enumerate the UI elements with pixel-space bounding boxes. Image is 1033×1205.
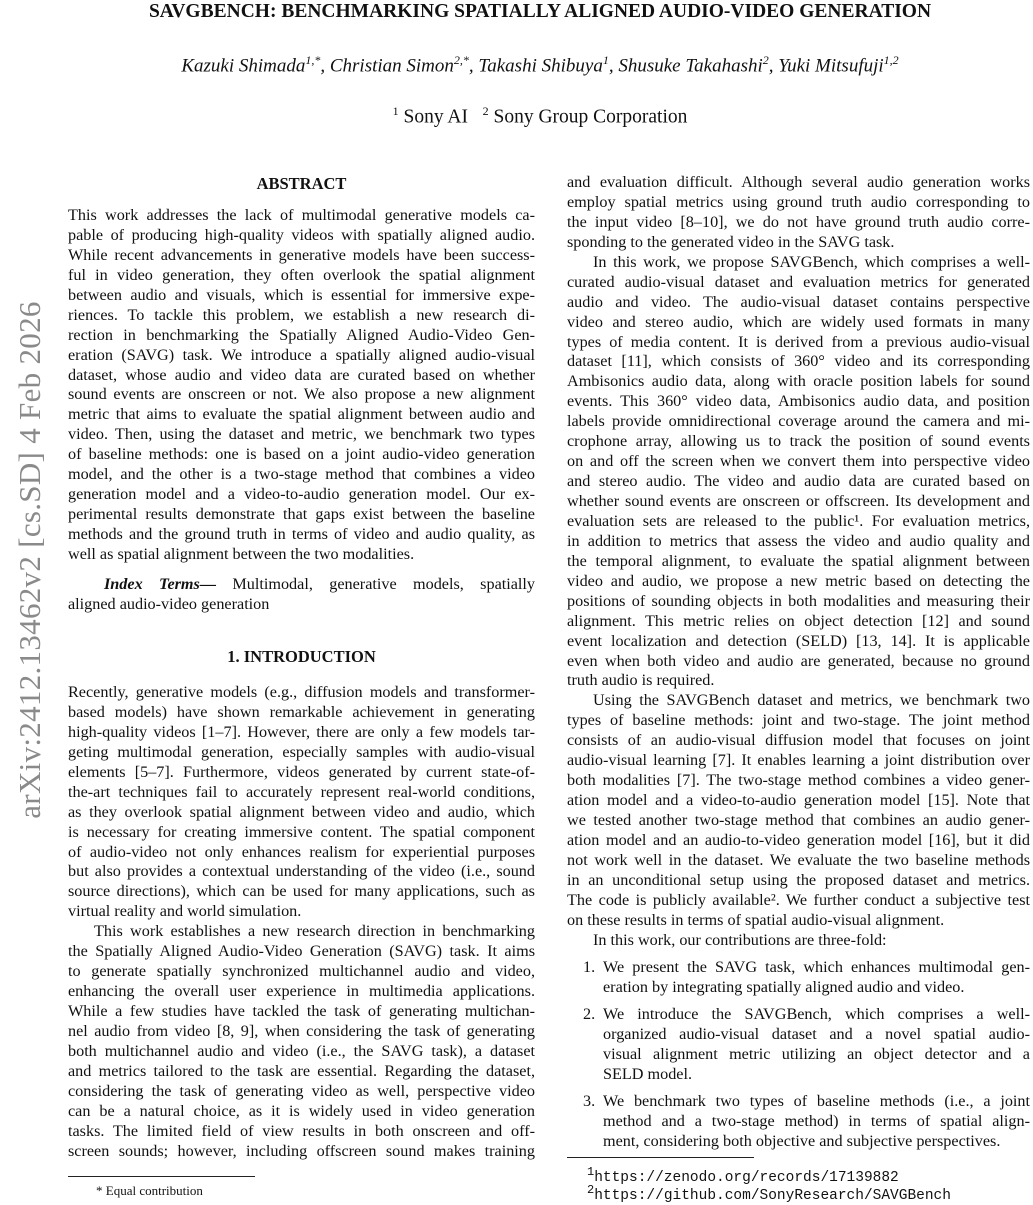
- paragraph-line: screen sounds; however, including offscreen sound makes training: [68, 1141, 535, 1160]
- abstract-line: well as spatial alignment between the two modalities.: [68, 544, 415, 563]
- paragraph-line: nel audio from video [8, 9], when considering the task of generating: [68, 1021, 535, 1040]
- author-affiliation-mark: 1,2: [883, 53, 899, 67]
- paragraph-line: we tested another two-stage method that combines an audio gener-: [567, 811, 1030, 829]
- contribution-item: [583, 1091, 1030, 1152]
- index-terms-text: Multimodal, generative models, spatially: [232, 575, 536, 593]
- paragraph-line: but also provides a contextual understanding of the video (i.e., sound: [68, 862, 535, 881]
- paragraph-line: on and off the screen when we convert them into perspective video: [567, 452, 1030, 471]
- abstract-heading: ABSTRACT: [256, 174, 347, 193]
- contribution-line: SELD model.: [603, 1064, 693, 1083]
- paragraph-line: elements [5–7]. Furthermore, videos generated by current state-of-: [68, 762, 535, 781]
- list-number: 1.: [583, 958, 596, 976]
- author-name: Shusuke Takahashi: [618, 55, 763, 77]
- abstract-line: pable of producing high-quality videos with spatially aligned audio.: [68, 225, 535, 244]
- paragraph-line: The code is publicly available². We further conduct a subjective test: [567, 890, 1030, 909]
- author-list: Kazuki Shimada$^{1,*}$, Christian Simon$^{2,*}$, Takashi Shibuya$^1$, Shusuke Takahashi$^2$, Yuki Mitsufuji$^{1,2}$: [181, 53, 899, 77]
- paragraph-line: whether sound events are onscreen or offscreen. Its development and: [567, 492, 1030, 510]
- paragraph-line: and metrics tailored to the task are essential. Regarding the dataset,: [68, 1061, 535, 1080]
- paragraph-line: dataset [11], which consists of 360° video and its corresponding: [567, 352, 1030, 371]
- paragraph-line: geting multimodal generation, especially samples with audio-visual: [68, 742, 535, 761]
- paragraph-line: of audio-video not only enhances realism for experiential purposes: [68, 842, 535, 861]
- zenodo-link[interactable]: https://zenodo.org/records/17139882: [594, 1169, 899, 1186]
- contribution-line: organized audio-visual dataset and a novel spatial audio-: [603, 1024, 1030, 1043]
- paragraph-line: the-art techniques fail to accurately represent real-world conditions,: [68, 782, 535, 801]
- affiliation-mark: 1: [392, 104, 399, 118]
- contribution-line: ment, considering both objective and subjective perspectives.: [603, 1131, 1001, 1150]
- footnote-1: $^1$https://zenodo.org/records/17139882: [587, 1165, 899, 1186]
- paragraph-line: events. This 360° video data, Ambisonics audio data, and position: [567, 392, 1030, 411]
- paragraph-line: can be a natural choice, as it is widely used in video generation: [68, 1101, 535, 1120]
- contribution-line: method and a two-stage method) in terms of spatial align-: [603, 1111, 1030, 1130]
- paragraph-line: alignment. This metric relies on object detection [12] and sound: [567, 611, 1030, 630]
- arxiv-identifier: arXiv:2412.13462v2 [cs.SD] 4 Feb 2026: [12, 301, 47, 819]
- contribution-line: visual alignment metric utilizing an object detector and a: [603, 1044, 1030, 1063]
- footnote-rule: [567, 1157, 754, 1158]
- paragraph-line: high-quality videos [1–7]. However, there are only a few models tar-: [68, 722, 535, 741]
- abstract-line: video. Then, using the dataset and metric, we benchmark two types: [68, 425, 535, 444]
- paragraph-line: crophone array, allowing us to track the position of sound events: [567, 432, 1030, 451]
- paragraph-line: ation model and a video-to-audio generation model [15]. Note that: [567, 791, 1030, 810]
- paragraph-line: both modalities [7]. The two-stage method combines a video gener-: [567, 771, 1030, 790]
- index-terms-text-continued: aligned audio-video generation: [68, 594, 270, 613]
- introduction-heading: 1. INTRODUCTION: [227, 647, 376, 666]
- abstract-line: between audio and visuals, which is essential for immersive expe-: [68, 285, 535, 304]
- paragraph-line: In this work, we propose SAVGBench, which comprises a well-: [593, 252, 1030, 271]
- paragraph-line: as they overlook spatial alignment between video and audio, which: [68, 802, 535, 821]
- footnote-equal-contribution: * Equal contribution: [96, 1183, 203, 1198]
- paragraph-line: employ spatial metrics using ground truth audio corresponding to: [567, 192, 1030, 211]
- paragraph-line: labels provide omnidirectional coverage around the camera and mi-: [567, 412, 1030, 431]
- index-terms-label: Index Terms—: [104, 575, 217, 593]
- paragraph-line: Using the SAVGBench dataset and metrics, we benchmark two: [593, 691, 1030, 710]
- paragraph-line: based models) have shown remarkable achievement in generating: [68, 702, 535, 721]
- affiliations: [60, 98, 1020, 131]
- github-link[interactable]: https://github.com/SonyResearch/SAVGBench: [594, 1187, 951, 1204]
- abstract-line: ful in video generation, they often overlook the spatial alignment: [68, 265, 535, 284]
- paragraph-line: sponding to the generated video in the SAVG task.: [567, 232, 895, 251]
- abstract-line: This work addresses the lack of multimodal generative models ca-: [68, 206, 535, 224]
- author-affiliation-mark: 1: [602, 53, 609, 67]
- abstract-line: riences. To tackle this problem, we establish a new research di-: [68, 305, 535, 324]
- author-name: Yuki Mitsufuji: [778, 55, 884, 77]
- paragraph-line: Ambisonics audio data, along with oracle position labels for sound: [567, 372, 1030, 391]
- contribution-line: We introduce the SAVGBench, which comprises a well-: [603, 1004, 1030, 1023]
- author-name: Christian Simon: [329, 55, 454, 77]
- paragraph-line: considering the task of generating video as well, perspective video: [68, 1081, 535, 1100]
- abstract-line: methods and the ground truth in terms of video and audio quality, as: [68, 525, 535, 543]
- paragraph-line: both multichannel audio and video (i.e., the SAVG task), a dataset: [68, 1041, 535, 1060]
- abstract-line: sound events are onscreen or not. We also propose a new alignment: [68, 385, 535, 404]
- paragraph-line: audio and video. The audio-visual dataset contains perspective: [567, 292, 1030, 311]
- paragraph-line: positions of sounding objects in both modalities and measuring their: [567, 591, 1030, 610]
- author-affiliation-mark: 2,*: [453, 53, 469, 67]
- paragraph-line: and evaluation difficult. Although several audio generation works: [567, 173, 1030, 191]
- paragraph-line: not work well in the dataset. We evaluate the two baseline methods: [567, 850, 1030, 869]
- paragraph-line: the temporal alignment, to evaluate the spatial alignment between: [567, 551, 1030, 570]
- author-name: Takashi Shibuya: [478, 55, 603, 77]
- paragraph-line: on these results in terms of spatial audio-visual alignment.: [567, 910, 945, 929]
- list-number: 2.: [583, 1004, 596, 1023]
- contribution-line: We present the SAVG task, which enhances multimodal gen-: [603, 958, 1030, 976]
- abstract-line: While recent advancements in generative models have been success-: [68, 245, 535, 264]
- abstract-line: eration (SAVG) task. We introduce a spatially aligned audio-visual: [68, 345, 535, 364]
- paragraph-line: This work establishes a new research direction in benchmarking: [94, 922, 535, 941]
- paragraph-line: and stereo audio. The video and audio data are curated based on: [567, 472, 1030, 491]
- paragraph-line: audio-visual learning [7]. It enables learning a joint distribution over: [567, 751, 1030, 770]
- paragraph-line: types of media content. It is derived from a previous audio-visual: [567, 332, 1030, 351]
- footnote-rule: [68, 1176, 255, 1177]
- paragraph-line: event localization and detection (SELD) [13, 14]. It is applicable: [567, 631, 1030, 650]
- author-affiliation-mark: 1,*: [305, 53, 321, 67]
- paragraph-line: is necessary for creating immersive content. The spatial component: [68, 822, 535, 841]
- abstract-line: perimental results demonstrate that gaps exist between the baseline: [68, 505, 535, 524]
- abstract-line: of baseline methods: one is based on a joint audio-video generation: [68, 445, 535, 464]
- paragraph-line: the Spatially Aligned Audio-Video Generation (SAVG) task. It aims: [68, 942, 535, 961]
- paragraph-line: virtual reality and world simulation.: [68, 902, 302, 921]
- paragraph-line: Recently, generative models (e.g., diffusion models and transformer-: [68, 683, 535, 701]
- paragraph-line: the input video [8–10], we do not have ground truth audio corre-: [567, 212, 1030, 231]
- abstract-line: generation model and a video-to-audio generation model. Our ex-: [68, 485, 535, 504]
- contribution-item: [583, 1004, 1030, 1085]
- abstract-line: rection in benchmarking the Spatially Aligned Audio-Video Gen-: [68, 325, 535, 344]
- paragraph-line: even when both video and audio are generated, because no ground: [567, 651, 1030, 670]
- paragraph-line: types of baseline methods: joint and two-stage. The joint method: [567, 711, 1030, 730]
- paragraph-line: In this work, our contributions are three-fold:: [593, 930, 887, 949]
- paragraph-line: in an unconditional setup using the proposed dataset and metrics.: [567, 870, 1030, 889]
- paragraph-line: ation model and an audio-to-video generation model [16], but it did: [567, 830, 1030, 849]
- abstract-line: model, and the other is a two-stage method that combines a video: [68, 465, 535, 484]
- abstract-body: [68, 206, 535, 565]
- paragraph-line: to generate spatially synchronized multichannel audio and video,: [68, 962, 535, 981]
- paper-title: SAVGBENCH: BENCHMARKING SPATIALLY ALIGNED AUDIO-VIDEO GENERATION: [148, 1, 932, 22]
- paragraph-line: in addition to metrics that assess the video and audio quality and: [567, 531, 1030, 550]
- contributions-list: [583, 958, 1030, 1151]
- paragraph-line: tasks. The limited field of view results in both onscreen and off-: [68, 1121, 535, 1140]
- author-affiliation-mark: 2: [762, 53, 769, 67]
- contribution-line: We benchmark two types of baseline methods (i.e., a joint: [603, 1091, 1030, 1110]
- introduction-left-column: [68, 683, 535, 1162]
- paragraph-line: evaluation sets are released to the public¹. For evaluation metrics,: [567, 511, 1030, 530]
- index-terms: [68, 575, 535, 615]
- paragraph-line: source directions), which can be used for many applications, such as: [68, 882, 535, 901]
- abstract-line: metric that aims to evaluate the spatial alignment between audio and: [68, 405, 535, 424]
- introduction-right-column: [567, 173, 1030, 951]
- list-number: 3.: [583, 1091, 596, 1110]
- paragraph-line: truth audio is required.: [567, 671, 715, 690]
- affiliation-mark: 2: [482, 104, 489, 118]
- contribution-line: eration by integrating spatially aligned audio and video.: [603, 977, 965, 996]
- author-name: Kazuki Shimada: [181, 55, 306, 77]
- paragraph-line: enhancing the overall user experience in multimedia applications.: [68, 982, 535, 1001]
- paragraph-line: While a few studies have tackled the task of generating multichan-: [68, 1002, 535, 1020]
- paragraph-line: curated audio-visual dataset and evaluation metrics for generated: [567, 272, 1030, 291]
- contribution-item: [583, 958, 1030, 998]
- affiliation-name: Sony Group Corporation: [493, 106, 688, 128]
- affiliation-name: Sony AI: [403, 106, 468, 128]
- footnote-2: $^2$https://github.com/SonyResearch/SAVGBench: [587, 1183, 951, 1204]
- paragraph-line: video and audio, we propose a new metric based on detecting the: [567, 571, 1030, 590]
- paragraph-line: video and stereo audio, which are widely used formats in many: [567, 312, 1030, 331]
- abstract-line: dataset, whose audio and video data are curated based on whether: [68, 365, 535, 384]
- paragraph-line: consists of an audio-visual diffusion model that focuses on joint: [567, 731, 1030, 750]
